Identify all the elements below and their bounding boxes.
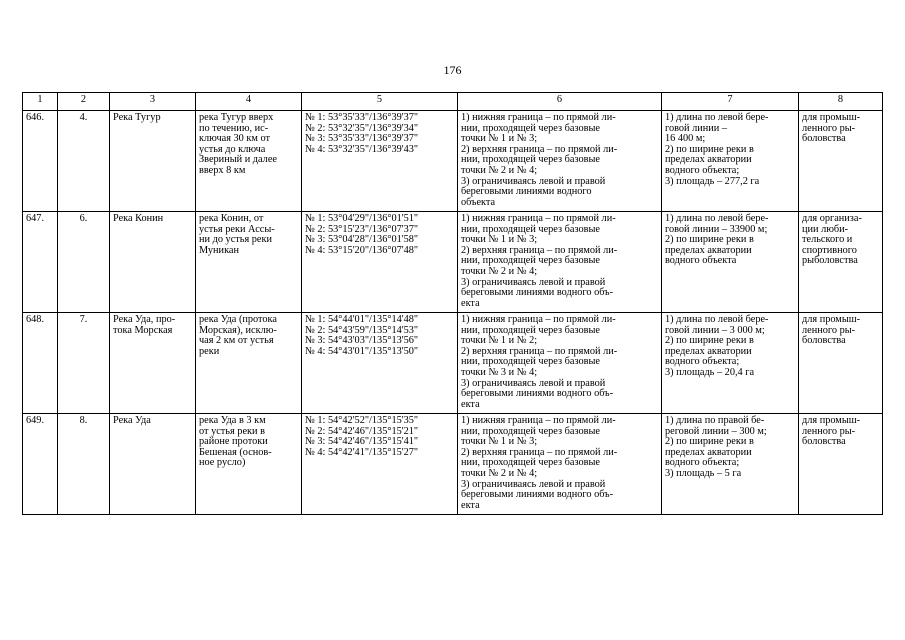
- row-number-cell: 648.: [23, 313, 58, 414]
- borders-line: 2) верхняя граница – по прямой ли-: [461, 446, 618, 458]
- purpose-cell: [799, 212, 883, 313]
- borders-line: береговыми линиями водного: [461, 186, 592, 198]
- size-line: 3) площадь – 277,2 га: [665, 175, 760, 187]
- purpose-cell: [799, 111, 883, 212]
- coordinates-line: № 1: 54°42'52"/135°15'35": [305, 415, 419, 426]
- borders-line: точки № 1 и № 3;: [461, 436, 538, 448]
- coordinates-line: № 1: 53°35'33"/136°39'37": [305, 112, 419, 123]
- area-description-line: река Тугур вверх: [199, 112, 274, 123]
- borders-line: 2) верхняя граница – по прямой ли-: [461, 244, 618, 256]
- coordinates-line: № 2: 54°42'46"/135°15'21": [305, 425, 419, 437]
- coordinates-line: № 1: 53°04'29"/136°01'51": [305, 213, 419, 224]
- borders-line: точки № 2 и № 4;: [461, 164, 538, 176]
- size-line: 2) по ширине реки в: [665, 234, 754, 246]
- borders-line: нии, проходящей через базовые: [461, 122, 600, 134]
- area-description-cell: [196, 111, 302, 212]
- size-line: водного объекта: [665, 255, 737, 267]
- size-cell: [662, 212, 799, 313]
- coordinates-line: № 3: 53°04'28"/136°01'58": [305, 234, 419, 246]
- purpose-line: для промыш-: [802, 314, 861, 325]
- row-number-cell: 649.: [23, 414, 58, 515]
- borders-line: точки № 3 и № 4;: [461, 366, 538, 378]
- coordinates-line: № 4: 53°15'20"/136°07'48": [305, 244, 419, 256]
- borders-line: нии, проходящей через базовые: [461, 356, 600, 368]
- size-line: 3) площадь – 20,4 га: [665, 366, 755, 378]
- size-line: 2) по ширине реки в: [665, 436, 754, 448]
- borders-cell: [458, 313, 662, 414]
- borders-cell: [458, 212, 662, 313]
- column-header-3: 3: [110, 93, 196, 111]
- area-description-line: вверх 8 км: [199, 164, 246, 176]
- borders-line: нии, проходящей через базовые: [461, 457, 600, 469]
- water-body-name-line: Река Конин: [113, 213, 164, 224]
- purpose-cell: [799, 414, 883, 515]
- size-line: 3) площадь – 5 га: [665, 467, 742, 479]
- size-line: говой линии – 33900 м;: [665, 223, 768, 235]
- area-description-line: ни до устья реки: [199, 234, 273, 246]
- coordinates-cell: [302, 212, 458, 313]
- area-description-line: Морская), исклю-: [199, 324, 277, 336]
- borders-line: береговыми линиями водного объ-: [461, 489, 614, 501]
- borders-line: объекта: [461, 196, 496, 208]
- coordinates-line: № 3: 53°35'33"/136°39'37": [305, 133, 419, 145]
- size-line: 1) длина по левой бере-: [665, 314, 769, 325]
- area-description-cell: [196, 414, 302, 515]
- column-header-1: 1: [23, 93, 58, 111]
- coordinates-line: № 4: 53°32'35"/136°39'43": [305, 143, 419, 155]
- borders-line: береговыми линиями водного объ-: [461, 388, 614, 400]
- borders-line: 3) ограничиваясь левой и правой: [461, 377, 606, 389]
- water-body-name-cell: [110, 212, 196, 313]
- size-line: говой линии –: [665, 122, 728, 134]
- sub-number-cell: 8.: [58, 414, 110, 515]
- coordinates-cell: [302, 414, 458, 515]
- size-line: 2) по ширине реки в: [665, 143, 754, 155]
- borders-line: 1) нижняя граница – по прямой ли-: [461, 314, 616, 325]
- purpose-line: боловства: [802, 335, 846, 347]
- coordinates-line: № 2: 53°15'23"/136°07'37": [305, 223, 419, 235]
- borders-line: 3) ограничиваясь левой и правой: [461, 478, 606, 490]
- coordinates-line: № 4: 54°42'41"/135°15'27": [305, 446, 419, 458]
- size-cell: [662, 111, 799, 212]
- coordinates-line: № 4: 54°43'01"/135°13'50": [305, 345, 419, 357]
- column-header-7: 7: [662, 93, 799, 111]
- area-description-line: чая 2 км от устья: [199, 335, 274, 347]
- purpose-line: ленного ры-: [802, 324, 856, 336]
- size-line: 2) по ширине реки в: [665, 335, 754, 347]
- borders-line: екта: [461, 297, 480, 309]
- borders-line: нии, проходящей через базовые: [461, 223, 600, 235]
- area-description-line: устья до ключа: [199, 143, 266, 155]
- area-description-line: река Конин, от: [199, 213, 264, 224]
- table-row: [23, 212, 883, 313]
- table-body: [23, 111, 883, 515]
- size-cell: [662, 313, 799, 414]
- borders-line: нии, проходящей через базовые: [461, 154, 600, 166]
- borders-line: нии, проходящей через базовые: [461, 425, 600, 437]
- water-body-name-line: тока Морская: [113, 324, 173, 336]
- coordinates-line: № 2: 53°32'35"/136°39'34": [305, 122, 419, 134]
- size-line: говой линии – 3 000 м;: [665, 324, 765, 336]
- borders-line: 1) нижняя граница – по прямой ли-: [461, 112, 616, 123]
- size-line: водного объекта;: [665, 164, 740, 176]
- sub-number-cell: 6.: [58, 212, 110, 313]
- column-header-5: 5: [302, 93, 458, 111]
- area-description-line: по течению, ис-: [199, 122, 269, 134]
- purpose-line: рыболовства: [802, 255, 858, 267]
- size-line: 1) длина по левой бере-: [665, 112, 769, 123]
- purpose-line: для промыш-: [802, 112, 861, 123]
- page-number: 176: [443, 63, 462, 77]
- purpose-line: ции люби-: [802, 223, 849, 235]
- borders-line: 1) нижняя граница – по прямой ли-: [461, 213, 616, 224]
- purpose-line: для организа-: [802, 213, 862, 224]
- borders-line: екта: [461, 398, 480, 410]
- table-row: [23, 313, 883, 414]
- purpose-line: тельского и: [802, 234, 853, 246]
- water-body-name-line: Река Уда: [113, 415, 151, 426]
- size-line: водного объекта;: [665, 457, 740, 469]
- coordinates-line: № 3: 54°43'03"/135°13'56": [305, 335, 419, 347]
- purpose-line: боловства: [802, 436, 846, 448]
- area-description-line: Звериный и далее: [199, 154, 277, 166]
- area-description-line: реки: [199, 345, 220, 357]
- sub-number-cell: 7.: [58, 313, 110, 414]
- size-line: пределах акватории: [665, 345, 752, 357]
- borders-line: 1) нижняя граница – по прямой ли-: [461, 415, 616, 426]
- water-body-name-cell: [110, 313, 196, 414]
- column-header-2: 2: [58, 93, 110, 111]
- size-line: 16 400 м;: [665, 133, 706, 145]
- sub-number-cell: 4.: [58, 111, 110, 212]
- water-body-name-cell: [110, 111, 196, 212]
- table-row: [23, 111, 883, 212]
- borders-line: точки № 1 и № 3;: [461, 234, 538, 246]
- coordinates-line: № 1: 54°44'01"/135°14'48": [305, 314, 419, 325]
- water-body-name-cell: [110, 414, 196, 515]
- table-row: [23, 414, 883, 515]
- borders-line: 3) ограничиваясь левой и правой: [461, 175, 606, 187]
- column-header-4: 4: [196, 93, 302, 111]
- purpose-line: спортивного: [802, 244, 857, 256]
- borders-cell: [458, 111, 662, 212]
- area-description-line: река Уда в 3 км: [199, 415, 266, 426]
- borders-line: екта: [461, 499, 480, 511]
- size-line: пределах акватории: [665, 154, 752, 166]
- coordinates-cell: [302, 111, 458, 212]
- size-line: 1) длина по правой бе-: [665, 415, 765, 426]
- header-row: [23, 93, 883, 111]
- area-description-line: река Уда (протока: [199, 314, 277, 325]
- size-line: водного объекта;: [665, 356, 740, 368]
- borders-line: нии, проходящей через базовые: [461, 324, 600, 336]
- area-description-line: районе протоки: [199, 436, 268, 448]
- size-cell: [662, 414, 799, 515]
- borders-line: нии, проходящей через базовые: [461, 255, 600, 267]
- purpose-line: ленного ры-: [802, 425, 856, 437]
- borders-line: 3) ограничиваясь левой и правой: [461, 276, 606, 288]
- size-line: пределах акватории: [665, 244, 752, 256]
- purpose-line: боловства: [802, 133, 846, 145]
- column-header-6: 6: [458, 93, 662, 111]
- size-line: 1) длина по левой бере-: [665, 213, 769, 224]
- purpose-line: для промыш-: [802, 415, 861, 426]
- borders-line: 2) верхняя граница – по прямой ли-: [461, 143, 618, 155]
- borders-line: точки № 1 и № 2;: [461, 335, 538, 347]
- water-body-name-line: Река Тугур: [113, 112, 161, 123]
- coordinates-line: № 3: 54°42'46"/135°15'41": [305, 436, 419, 448]
- area-description-cell: [196, 313, 302, 414]
- borders-line: 2) верхняя граница – по прямой ли-: [461, 345, 618, 357]
- borders-line: точки № 1 и № 3;: [461, 133, 538, 145]
- area-description-line: Бешеная (основ-: [199, 446, 272, 458]
- purpose-line: ленного ры-: [802, 122, 856, 134]
- area-description-line: Муникан: [199, 244, 239, 256]
- water-body-name-line: Река Уда, про-: [113, 314, 176, 325]
- row-number-cell: 646.: [23, 111, 58, 212]
- coordinates-line: № 2: 54°43'59"/135°14'53": [305, 324, 419, 336]
- area-description-line: от устья реки в: [199, 425, 265, 437]
- size-line: пределах акватории: [665, 446, 752, 458]
- fishing-areas-table: [22, 92, 883, 515]
- area-description-cell: [196, 212, 302, 313]
- size-line: реговой линии – 300 м;: [665, 425, 767, 437]
- borders-line: точки № 2 и № 4;: [461, 265, 538, 277]
- borders-line: точки № 2 и № 4;: [461, 467, 538, 479]
- column-header-8: 8: [799, 93, 883, 111]
- area-description-line: ключая 30 км от: [199, 133, 270, 145]
- coordinates-cell: [302, 313, 458, 414]
- area-description-line: устья реки Ассы-: [199, 223, 275, 235]
- area-description-line: ное русло): [199, 457, 246, 469]
- borders-line: береговыми линиями водного объ-: [461, 287, 614, 299]
- row-number-cell: 647.: [23, 212, 58, 313]
- borders-cell: [458, 414, 662, 515]
- purpose-cell: [799, 313, 883, 414]
